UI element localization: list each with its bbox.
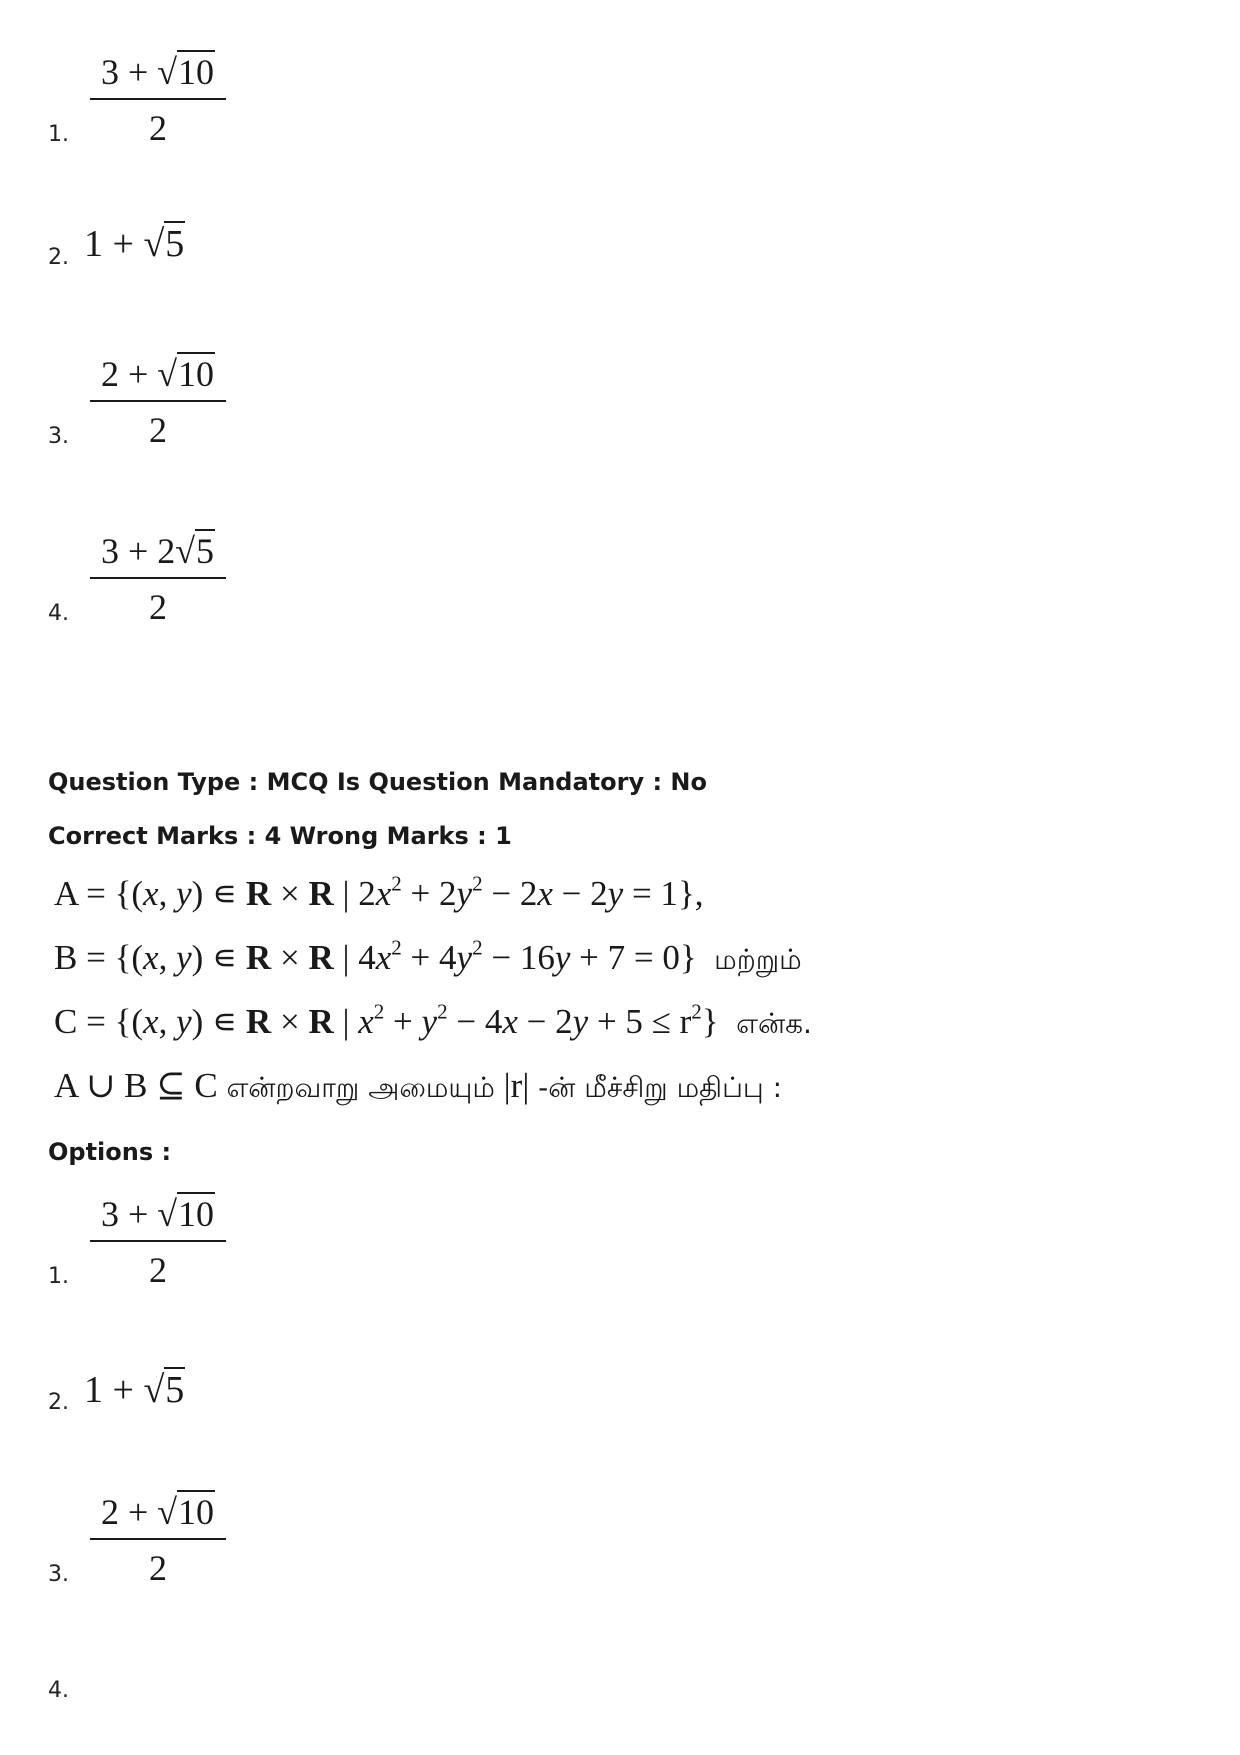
option-number: 2. (48, 1390, 69, 1415)
question-line-b: B = {(x, y) ∊ R × R | $4x^2 + 4y^2 - 16y + 7 = 0$} மற்றும் (54, 935, 802, 977)
option-number: 1. (48, 122, 69, 147)
option-number: 4. (48, 1678, 69, 1703)
question-line-a: A = {(x, y) ∊ R × R | $2x^2 + 2y^2 - 2x - 2y = 1$}, (54, 871, 704, 913)
option-number: 3. (48, 1562, 69, 1587)
option-3-fraction: $\frac{2 + √10}{2}$ (90, 356, 226, 448)
option-1-fraction: $\frac{3 + √10}{2}$ (90, 54, 226, 146)
option-2-expression: 1 + √5 (84, 223, 185, 265)
option-number: 1. (48, 1264, 69, 1289)
option-2-expression: 1 + √5 (84, 1369, 185, 1411)
option-3-fraction: $\frac{2 + √10}{2}$ (90, 1494, 226, 1586)
option-number: 2. (48, 245, 69, 270)
question-type-line: Question Type : MCQ Is Question Mandatory : No (48, 768, 707, 796)
option-1-fraction: $\frac{3 + √10}{2}$ (90, 1196, 226, 1288)
option-number: 3. (48, 424, 69, 449)
question-line-c: C = {(x, y) ∊ R × R | $x^2 + y^2 - 4x - 2y + 5 \le r^2$} என்க. (54, 999, 812, 1041)
marks-line: Correct Marks : 4 Wrong Marks : 1 (48, 822, 512, 850)
question-line-d: A ∪ B ⊆ C என்றவாறு அமையும் |r| -ன் மீச்சிறு மதிப்பு : (54, 1066, 783, 1105)
options-label: Options : (48, 1138, 172, 1166)
option-4-fraction: $\frac{3 + 2√5}{2}$ (90, 533, 226, 625)
option-number: 4. (48, 601, 69, 626)
